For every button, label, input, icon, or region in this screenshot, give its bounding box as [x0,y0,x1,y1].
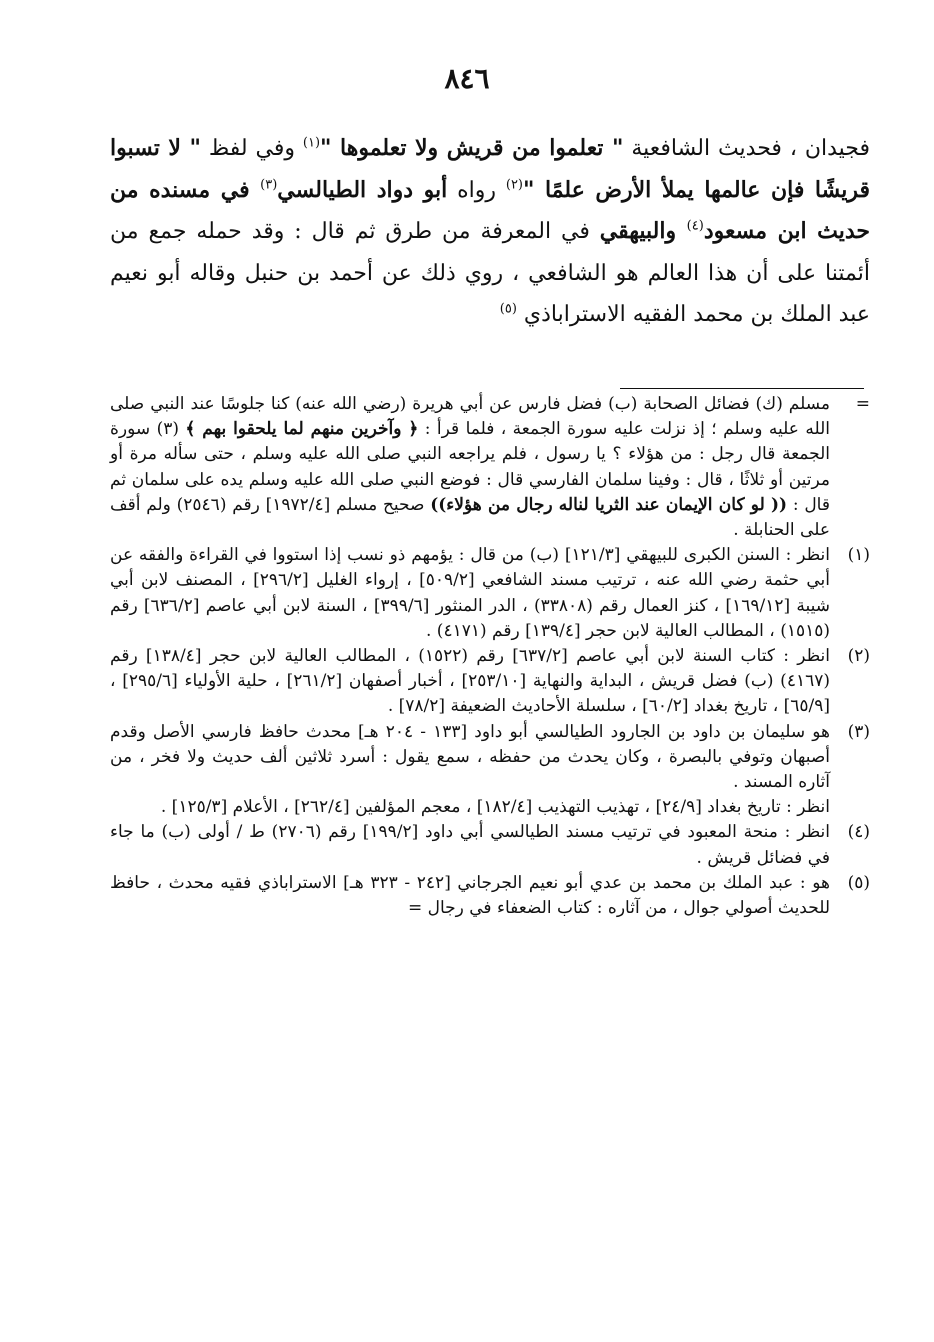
footnote-number: (٢) [847,646,870,667]
footnote-3 [110,720,870,821]
footnote-text: مسلم (ك) فضائل الصحابة (ب) فضل فارس عن أبي هريرة (رضي الله عنه) كنا جلوسًا عند النبي صلى الله عليه وسلم ؛ إذ نزلت عليه سورة الجمعة ، فلما قرأ : [110,394,830,440]
footnote-5 [110,871,870,921]
main-text-segment: وفي لفظ [201,136,303,161]
page-number: ٨٤٦ [444,62,490,95]
footnote-number: (٣) [847,721,870,742]
footnote-separator [620,388,864,389]
narrator-name: أبو دواد الطيالسي [277,176,448,203]
footnote-number: (١) [847,545,870,566]
footnote-text: انظر : كتاب السنة لابن أبي عاصم [٦٣٧/٢] رقم (١٥٢٢) ، المطالب العالية لابن حجر [١٣٨/٤] رقم (٤١٦٧) (ب) فضل قريش ، البداية والنهاية [٢٥٣/١٠] ، أخبار أصفهان [٢٦١/٢] ، حلية الأولياء [٢٩٥/٦] ، [٦٥/٩] ، تاريخ بغداد [٦٠/٢] ، سلسلة الأحاديث الضعيفة [٧٨/٢] . [110,646,830,717]
footnote-text: انظر : منحة المعبود في ترتيب مسند الطيالسي أبي داود [١٩٩/٢] رقم (٢٧٠٦) ط / أولى (ب) ما جاء في فضائل قريش . [110,822,830,868]
hadith-quote: " تعلموا من قريش ولا تعلموها " [320,135,624,161]
footnote-text: هو : عبد الملك بن محمد بن عدي أبو نعيم الجرجاني [٢٤٢ - ٣٢٣ هـ] الاستراباذي فقيه محدث ، حافظ للحديث أصولي جوال ، من آثاره : كتاب الضعفاء في رجال [110,872,830,919]
footnote-number: (٥) [847,872,870,893]
quran-quote: ﴿ وآخرين منهم لما يلحقوا بهم ﴾ [185,419,419,440]
footnote-number: (٤) [847,822,870,843]
footnote-2 [110,644,870,720]
hadith-quote: (( لو كان الإيمان عند الثريا لناله رجال من هؤلاء)) [430,494,788,515]
footnote-4 [110,820,870,870]
footnote-text: انظر : تاريخ بغداد [٢٤/٩] ، تهذيب التهذيب [١٨٢/٤] ، معجم المؤلفين [٢٦٢/٤] ، الأعلام [١٢٥/٣] . [160,797,830,818]
main-text-segment: رواه [447,177,506,203]
footnote-ref[interactable]: (٥) [499,301,517,317]
main-text-segment: والبيهقي [599,218,687,244]
footnote-ref[interactable]: (٤) [686,218,704,234]
main-text-segment: في مسنده من حديث ابن مسعود [110,176,871,244]
footnote-ref[interactable]: (٣) [260,177,278,193]
footnote-text: هو سليمان بن داود بن الجارود الطيالسي أبو داود [١٣٣ - ٢٠٤ هـ] محدث حافظ فارسي الأصل وقدم أصبهان وتوفي بالبصرة ، وكان يحدث من حفظه ، سمع يقول : أسرد ثلاثين ألف حديث ولا فخر ، من آثاره المسند . [110,721,830,793]
hadith-quote: " لا تسبوا قريشًا فإن عالمها يملأ الأرض علمًا " [110,135,870,203]
continuation-mark: = [407,898,423,919]
main-text-segment: في المعرفة من طرق ثم قال : وقد حمله جمع من أئمتنا على أن هذا العالم هو الشافعي ، روي ذلك عن أحمد بن حنبل وقاله أبو نعيم عبد الملك بن محمد الفقيه الاستراباذي [110,219,870,327]
footnote-text: انظر : السنن الكبرى للبيهقي [١٢١/٣] (ب) من قال : يؤمهم ذو نسب إذا استووا في القراءة والفقه عن أبي حثمة رضي الله عنه ، ترتيب مسند الشافعي [٥٠٩/٢] ، إرواء الغليل [٢٩٦/٢] ، المصنف لابن أبي شيبة [١٦٩/١٢] ، كنز العمال رقم (٣٣٨٠٨) ، الدر المنثور [٣٩٩/٦] ، السنة لابن أبي عاصم [٦٣٦/٢] رقم (١٥١٥) ، المطالب العالية لابن حجر [١٣٩/٤] رقم (٤١٧١) . [110,545,830,641]
footnote-continuation [110,392,870,543]
footnote-text: (٣) سورة الجمعة قال رجل : من هؤلاء ؟ يا رسول ، فلم يراجعه النبي صلى الله عليه وسلم ، حتى سأله مرة أو مرتين أو ثلاثًا ، قال : وفينا سلمان الفارسي قال : فوضع النبي صلى الله عليه وسلم يده على سلمان ثم قال : [110,419,830,515]
footnote-1 [110,543,870,644]
main-text [110,128,870,336]
footnote-text: صحيح مسلم [١٩٧٢/٤] رقم (٢٥٤٦) ولم أقف على الحنابلة . [110,494,830,541]
footnote-ref[interactable]: (٢) [505,177,523,193]
footnote-ref[interactable]: (١) [302,135,321,151]
main-text-segment: فجيدان ، فحديث الشافعية [623,136,870,161]
continuation-mark: = [855,394,870,414]
footnotes [110,392,870,921]
